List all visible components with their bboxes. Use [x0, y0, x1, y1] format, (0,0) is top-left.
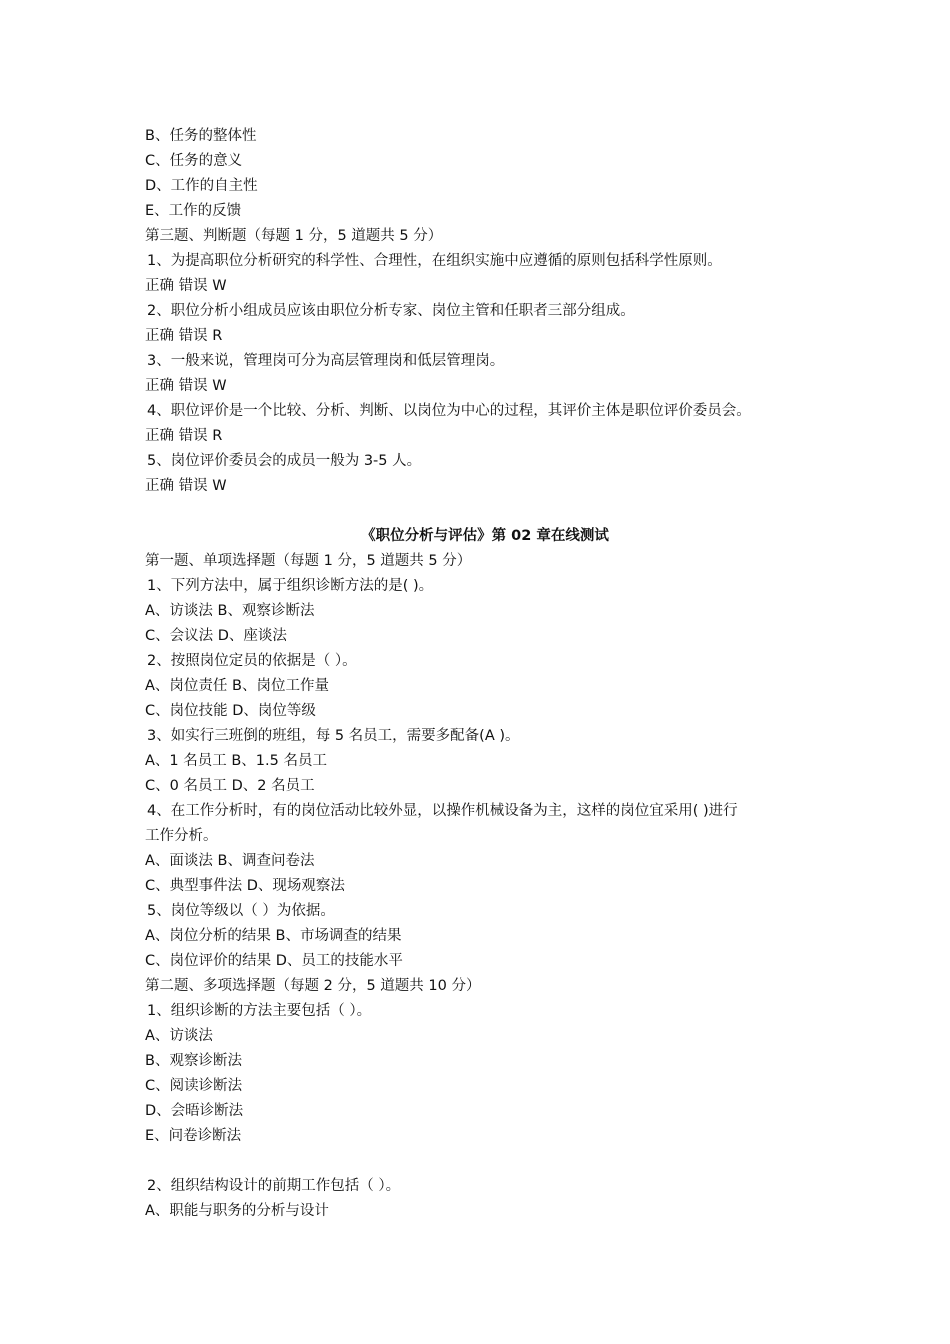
- option-line: C、任务的意义: [145, 153, 243, 169]
- single-question: 5、岗位等级以（ ）为依据。: [147, 903, 335, 919]
- single-options: C、会议法 D、座谈法: [145, 628, 287, 644]
- document-body: [145, 124, 825, 1224]
- judgment-question: 1、为提高职位分析研究的科学性、合理性，在组织实施中应遵循的原则包括科学性原则。: [147, 253, 722, 269]
- option-line: B、任务的整体性: [145, 128, 257, 144]
- single-options: A、面谈法 B、调查问卷法: [145, 853, 315, 869]
- section-header-single: 第一题、单项选择题（每题 1 分，5 道题共 5 分）: [145, 553, 472, 569]
- option-line: E、工作的反馈: [145, 203, 242, 219]
- judgment-question: 4、职位评价是一个比较、分析、判断、以岗位为中心的过程，其评价主体是职位评价委员会。: [147, 403, 751, 419]
- single-question-continued: 工作分析。: [145, 828, 218, 844]
- judgment-answer: 正确 错误 R: [145, 328, 223, 344]
- judgment-answer: 正确 错误 W: [145, 478, 227, 494]
- judgment-answer: 正确 错误 R: [145, 428, 223, 444]
- spacer: [145, 499, 825, 524]
- section-header-multi: 第二题、多项选择题（每题 2 分，5 道题共 10 分）: [145, 978, 481, 994]
- spacer: [145, 1149, 825, 1174]
- judgment-question: 3、一般来说，管理岗可分为高层管理岗和低层管理岗。: [147, 353, 505, 369]
- judgment-question: 2、职位分析小组成员应该由职位分析专家、岗位主管和任职者三部分组成。: [147, 303, 635, 319]
- judgment-answer: 正确 错误 W: [145, 378, 227, 394]
- multi-option: C、阅读诊断法: [145, 1078, 243, 1094]
- judgment-answer: 正确 错误 W: [145, 278, 227, 294]
- multi-question: 2、组织结构设计的前期工作包括（ ）。: [147, 1178, 401, 1194]
- single-options: A、岗位分析的结果 B、市场调查的结果: [145, 928, 402, 944]
- single-options: A、访谈法 B、观察诊断法: [145, 603, 315, 619]
- option-line: D、工作的自主性: [145, 178, 258, 194]
- judgment-question: 5、岗位评价委员会的成员一般为 3-5 人。: [147, 453, 422, 469]
- section-header-judgment: 第三题、判断题（每题 1 分，5 道题共 5 分）: [145, 228, 443, 244]
- single-question: 4、在工作分析时，有的岗位活动比较外显，以操作机械设备为主，这样的岗位宜采用( )进行: [147, 803, 738, 819]
- single-question: 3、如实行三班倒的班组，每 5 名员工，需要多配备(A )。: [147, 728, 520, 744]
- single-options: C、岗位技能 D、岗位等级: [145, 703, 316, 719]
- single-question: 1、下列方法中，属于组织诊断方法的是( )。: [147, 578, 434, 594]
- single-options: A、1 名员工 B、1.5 名员工: [145, 753, 327, 769]
- single-options: C、典型事件法 D、现场观察法: [145, 878, 345, 894]
- multi-option: A、职能与职务的分析与设计: [145, 1203, 329, 1219]
- multi-option: E、问卷诊断法: [145, 1128, 242, 1144]
- single-question: 2、按照岗位定员的依据是（ ）。: [147, 653, 357, 669]
- single-options: C、岗位评价的结果 D、员工的技能水平: [145, 953, 403, 969]
- multi-question: 1、组织诊断的方法主要包括（ ）。: [147, 1003, 372, 1019]
- chapter-title: 《职位分析与评估》第 02 章在线测试: [361, 528, 609, 544]
- multi-option: A、访谈法: [145, 1028, 213, 1044]
- multi-option: D、会晤诊断法: [145, 1103, 244, 1119]
- multi-option: B、观察诊断法: [145, 1053, 242, 1069]
- single-options: C、0 名员工 D、2 名员工: [145, 778, 315, 794]
- single-options: A、岗位责任 B、岗位工作量: [145, 678, 329, 694]
